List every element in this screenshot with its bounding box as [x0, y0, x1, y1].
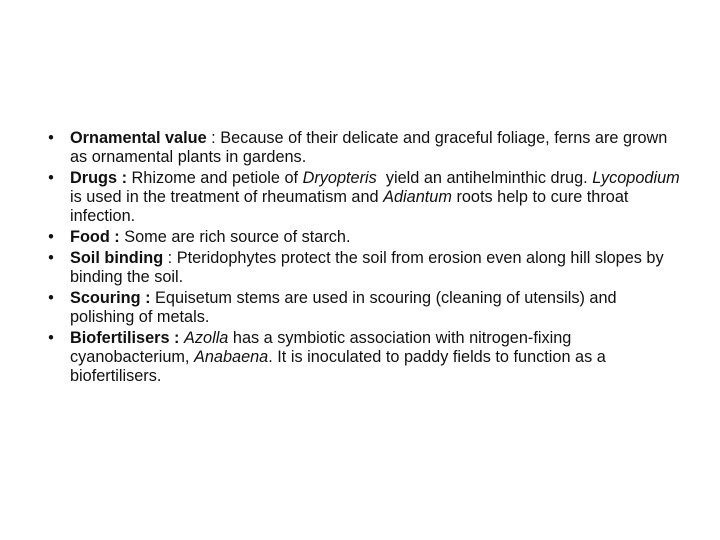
- item-separator: :: [206, 129, 221, 147]
- bullet-icon: •: [48, 249, 54, 267]
- item-text: Because of their delicate and graceful foliage, ferns are grown as ornamental plants in gardens.: [70, 129, 672, 166]
- list-item: [44, 228, 684, 247]
- item-text: Equisetum stems are used in scouring (cleaning of utensils) and polishing of metals.: [70, 289, 622, 326]
- list-item: [44, 329, 684, 386]
- item-term: Ornamental value: [70, 129, 207, 147]
- item-text-italic: Adiantum: [383, 188, 452, 206]
- item-text-italic: Azolla: [184, 329, 229, 347]
- item-term: Scouring :: [70, 289, 151, 307]
- bullet-icon: •: [48, 129, 54, 147]
- item-text: is used in the treatment of rheumatism and: [70, 169, 685, 206]
- item-text: Some are rich source of starch.: [124, 228, 351, 246]
- item-term: Food :: [70, 228, 120, 246]
- list-item: [44, 249, 684, 287]
- item-text: Pteridophytes protect the soil from erosion even along hill slopes by binding the soil.: [70, 249, 669, 286]
- item-term: Soil binding: [70, 249, 164, 267]
- bullet-icon: •: [48, 329, 54, 347]
- item-term: Biofertilisers :: [70, 329, 180, 347]
- list-item: [44, 289, 684, 327]
- item-text: Rhizome and petiole of: [131, 169, 303, 187]
- item-text-italic: Dryopteris: [302, 169, 377, 187]
- bullet-list: [44, 129, 684, 388]
- list-item: [44, 169, 684, 226]
- item-text: has a symbiotic association with nitrogen-fixing cyanobacterium,: [70, 329, 576, 366]
- bullet-icon: •: [48, 169, 54, 187]
- bullet-icon: •: [48, 228, 54, 246]
- item-text: yield an antihelminthic drug.: [376, 169, 593, 187]
- bullet-icon: •: [48, 289, 54, 307]
- item-text: roots help to cure throat infection.: [70, 188, 633, 225]
- item-text-italic: Lycopodium: [592, 169, 680, 187]
- list-item: [44, 129, 684, 167]
- item-text: . It is inoculated to paddy fields to function as a biofertilisers.: [70, 348, 611, 385]
- item-separator: :: [163, 249, 177, 267]
- item-text-italic: Anabaena: [193, 348, 269, 366]
- item-term: Drugs :: [70, 169, 127, 187]
